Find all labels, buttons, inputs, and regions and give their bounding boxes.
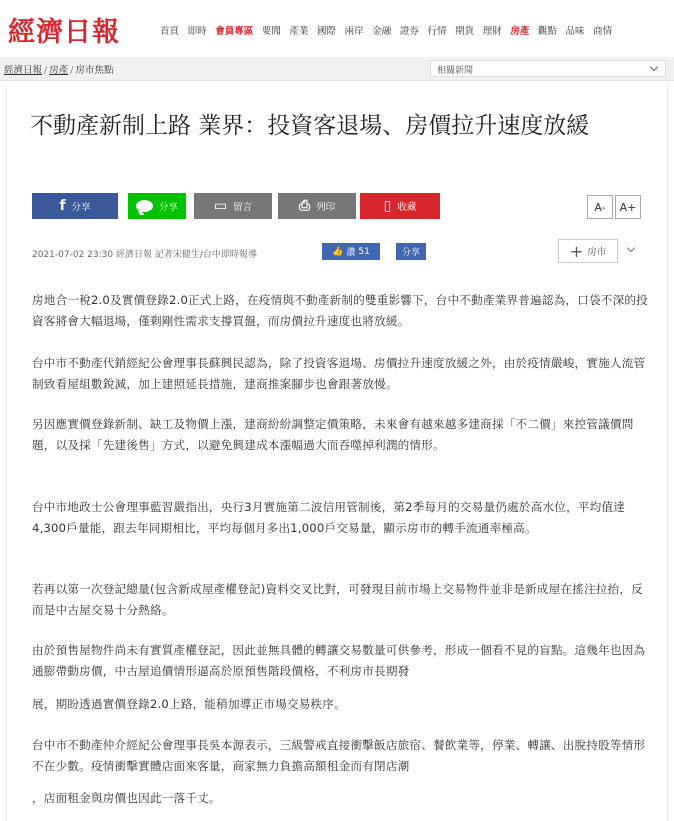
chevron-down-icon bbox=[650, 63, 658, 71]
nav-item[interactable]: 首頁 bbox=[160, 26, 180, 37]
line-icon bbox=[136, 200, 153, 212]
nav-item[interactable]: 國際 bbox=[317, 26, 337, 37]
article-paragraph: 由於預售屋物件尚未有實質產權登記，因此並無具體的轉讓交易數量可供參考，形成一個看不見的盲點。這幾年也因為通膨帶動房價，中古屋追價情形逼高於原預售階段價格，不利房市長期發 bbox=[32, 643, 646, 678]
facebook-icon: f bbox=[59, 198, 66, 214]
nav-item[interactable]: 觀點 bbox=[537, 26, 557, 37]
nav-item-member[interactable]: 會員專區 bbox=[215, 26, 254, 37]
line-share-button[interactable] bbox=[128, 193, 186, 219]
comment-button[interactable] bbox=[194, 193, 272, 219]
facebook-share-small-button[interactable]: 分享 bbox=[396, 243, 426, 260]
comment-label: 留言 bbox=[233, 202, 253, 213]
nav-item[interactable]: 商情 bbox=[593, 26, 613, 37]
article-paragraph: 台中市地政士公會理事藍習嚴指出，央行3月實施第二波信用管制後，第2季每月的交易量仍處於高水位，平均值達4,300戶量能，跟去年同期相比，平均每個月多出1,000戶交易量，顯示房市的轉手流通率極高。 bbox=[32, 500, 626, 535]
nav-item[interactable]: 金融 bbox=[372, 26, 392, 37]
like-count: 51 bbox=[358, 246, 370, 257]
follow-topic-button[interactable] bbox=[558, 239, 618, 263]
like-label: 讚 bbox=[346, 248, 356, 258]
favorite-label: 收藏 bbox=[397, 202, 417, 213]
nav-item[interactable]: 行情 bbox=[427, 26, 447, 37]
facebook-share-button[interactable] bbox=[32, 193, 118, 219]
plus-icon: + bbox=[569, 241, 584, 261]
nav-item[interactable]: 要聞 bbox=[261, 26, 281, 37]
nav-item[interactable]: 兩岸 bbox=[344, 26, 364, 37]
article-paragraph: 若再以第一次登記總量(包含新成屋產權登記)資料交叉比對，可發現目前市場上交易物件並非是新成屋在搖注拉抬，反而是中古屋交易十分熱絡。 bbox=[32, 582, 643, 617]
font-smaller-button[interactable]: A- bbox=[587, 195, 613, 219]
article-meta: 2021-07-02 23:30 經濟日報 記者宋健生/台中即時報導 bbox=[32, 250, 257, 260]
article-paragraph: 台中市不動產仲介經紀公會理事長吳本源表示，三級警戒直接衝擊飯店旅宿、餐飲業等，停業、轉讓、出脫持股等情形不在少數。疫情衝擊實體店面來客量，商家無力負擔高額租金而有閉店潮 bbox=[32, 738, 646, 773]
font-larger-button[interactable]: A+ bbox=[615, 195, 641, 219]
article-paragraph: 展，期盼透過實價登錄2.0上路，能稍加導正市場交易秩序。 bbox=[32, 697, 346, 711]
article-paragraph: 房地合一稅2.0及實價登錄2.0正式上路，在疫情與不動產新制的雙重影響下，台中不動產業界普遍認為，口袋不深的投資客將會大幅退場，僅剩剛性需求支撐買盤，而房價拉升速度也將放緩。 bbox=[32, 293, 648, 328]
related-news-label: 相關新聞 bbox=[437, 66, 474, 76]
nav-item[interactable]: 即時 bbox=[187, 26, 207, 37]
article-paragraph: 另因應實價登錄新制、缺工及物價上漲，建商紛紛調整定價策略，未來會有越來越多建商採「不二價」來控管議價問題，以及採「先建後售」方式，以避免興建成本漲幅過大而吞噬掉利潤的情形。 bbox=[32, 417, 634, 452]
share-label: 分享 bbox=[158, 202, 178, 213]
print-label: 列印 bbox=[316, 202, 336, 213]
facebook-like-button[interactable] bbox=[322, 243, 380, 260]
site-header bbox=[0, 0, 674, 60]
article-paragraph: 台中市不動產代銷經紀公會理事長蘇興民認為，除了投資客退場、房價拉升速度放緩之外，由於疫情嚴峻，實施人流管制致看屋組數銳減，加上建照延長措施，建商推案腳步也會跟著放慢。 bbox=[32, 356, 646, 391]
follow-label: 房市 bbox=[587, 247, 607, 258]
article-paragraph: ，店面租金與房價也因此一落千丈。 bbox=[32, 791, 221, 805]
bookmark-icon: ▯ bbox=[383, 198, 392, 214]
nav-item[interactable]: 產業 bbox=[289, 26, 309, 37]
nav-item[interactable]: 理財 bbox=[482, 26, 502, 37]
print-button[interactable] bbox=[278, 193, 356, 219]
breadcrumb-bar bbox=[0, 57, 674, 81]
printer-icon: ⎙ bbox=[298, 198, 311, 214]
main-nav bbox=[160, 23, 621, 37]
comment-icon: ▭ bbox=[213, 198, 228, 214]
nav-item[interactable]: 證券 bbox=[399, 26, 419, 37]
breadcrumb-current: 房市焦點 bbox=[75, 65, 114, 76]
related-news-select[interactable] bbox=[430, 60, 666, 77]
site-logo[interactable]: 經濟日報 bbox=[8, 17, 120, 48]
favorite-button[interactable] bbox=[360, 193, 440, 219]
share-label: 分享 bbox=[71, 202, 91, 213]
article-title: 不動產新制上路 業界：投資客退場、房價拉升速度放緩 bbox=[30, 113, 590, 139]
nav-item-realestate[interactable]: 房產 bbox=[510, 26, 530, 37]
nav-item[interactable]: 期貨 bbox=[455, 26, 475, 37]
breadcrumb-link[interactable]: 房產 bbox=[49, 65, 69, 76]
thumbs-up-icon: 👍 bbox=[332, 246, 344, 257]
nav-item[interactable]: 品味 bbox=[565, 26, 585, 37]
breadcrumb: 經濟日報 / 房產 / 房市焦點 bbox=[4, 65, 114, 76]
breadcrumb-link[interactable]: 經濟日報 bbox=[4, 65, 43, 76]
